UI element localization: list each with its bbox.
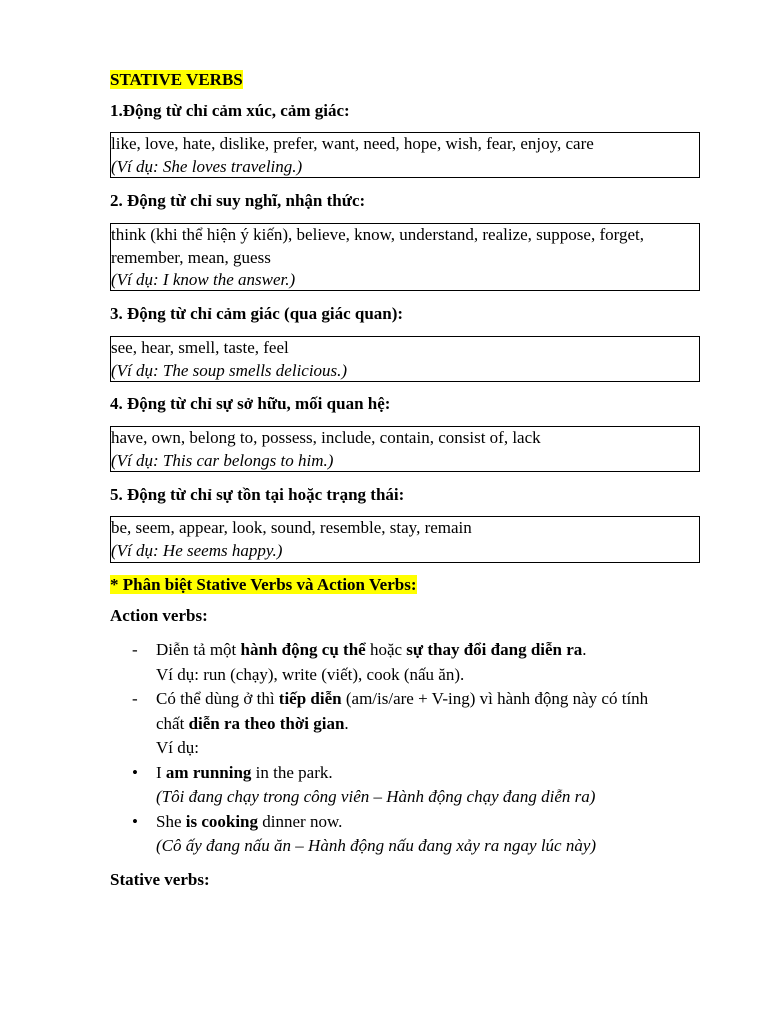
section-heading: 5. Động từ chỉ sự tồn tại hoặc trạng thái: [110,485,405,504]
stative-verbs-heading: Stative verbs: [110,870,210,889]
example-line: Ví dụ: run (chạy), write (viết), cook (nấu ăn). [156,664,465,684]
bullet-marker: • [132,762,138,782]
section-heading: 1.Động từ chỉ cảm xúc, cảm giác: [110,101,350,120]
verb-box [110,516,700,563]
action-verbs-list [110,638,700,859]
dash-marker: - [132,689,138,708]
verb-box [110,336,700,382]
text: Diễn tả một [156,640,241,659]
text: in the park. [251,762,333,782]
list-item [110,810,700,859]
list-item [110,687,700,761]
example-text: (Ví dụ: This car belongs to him.) [111,450,334,470]
translation-line: (Tôi đang chạy trong công viên – Hành động chạy đang diễn ra) [156,787,596,806]
example-text: (Ví dụ: He seems happy.) [111,540,283,560]
verb-box [110,426,700,472]
example-label: Ví dụ: [156,738,199,757]
example-text: (Ví dụ: She loves traveling.) [111,156,303,176]
text: chất [156,713,189,733]
text: (am/is/are + V-ing) vì hành động này có tính [341,689,649,708]
list-item [110,761,700,810]
example-text: (Ví dụ: I know the answer.) [111,270,296,289]
document-title: STATIVE VERBS [110,70,243,89]
text: hoặc [365,640,407,659]
text: She [156,811,186,831]
action-verbs-heading: Action verbs: [110,606,208,625]
bold-text: sự thay đổi đang diễn ra [406,640,583,659]
section-heading: 2. Động từ chỉ suy nghĩ, nhận thức: [110,191,366,210]
text: I [156,762,166,782]
text: . [582,640,587,659]
text: Có thể dùng ở thì [156,689,279,708]
example-text: (Ví dụ: The soup smells delicious.) [111,360,348,380]
bold-text: diễn ra theo thời gian [188,713,345,733]
verb-list-line: have, own, belong to, possess, include, contain, consist of, lack [111,428,541,447]
verb-box [110,223,700,291]
verb-list-line: see, hear, smell, taste, feel [111,338,289,357]
compare-heading: * Phân biệt Stative Verbs và Action Verbs: [110,575,417,594]
dash-marker: - [132,640,138,659]
section-heading: 3. Động từ chỉ cảm giác (qua giác quan): [110,304,404,323]
bold-text: tiếp diễn [278,689,342,708]
translation-line: (Cô ấy đang nấu ăn – Hành động nấu đang xảy ra ngay lúc này) [156,836,597,855]
verb-box [110,132,700,178]
verb-list-line: like, love, hate, dislike, prefer, want, need, hope, wish, fear, enjoy, care [111,134,594,153]
text: . [344,713,349,733]
bullet-marker: • [132,811,138,831]
bold-text: hành động cụ thể [240,640,366,659]
list-item [110,638,700,687]
bold-text: am running [165,762,252,782]
section-heading: 4. Động từ chỉ sự sở hữu, mối quan hệ: [110,394,391,413]
verb-list-line: be, seem, appear, look, sound, resemble, stay, remain [111,518,472,537]
verb-list-line: think (khi thể hiện ý kiến), believe, know, understand, realize, suppose, forget, [111,225,644,244]
bold-text: is cooking [185,811,259,831]
text: dinner now. [258,811,343,831]
verb-list-line: remember, mean, guess [111,247,271,267]
